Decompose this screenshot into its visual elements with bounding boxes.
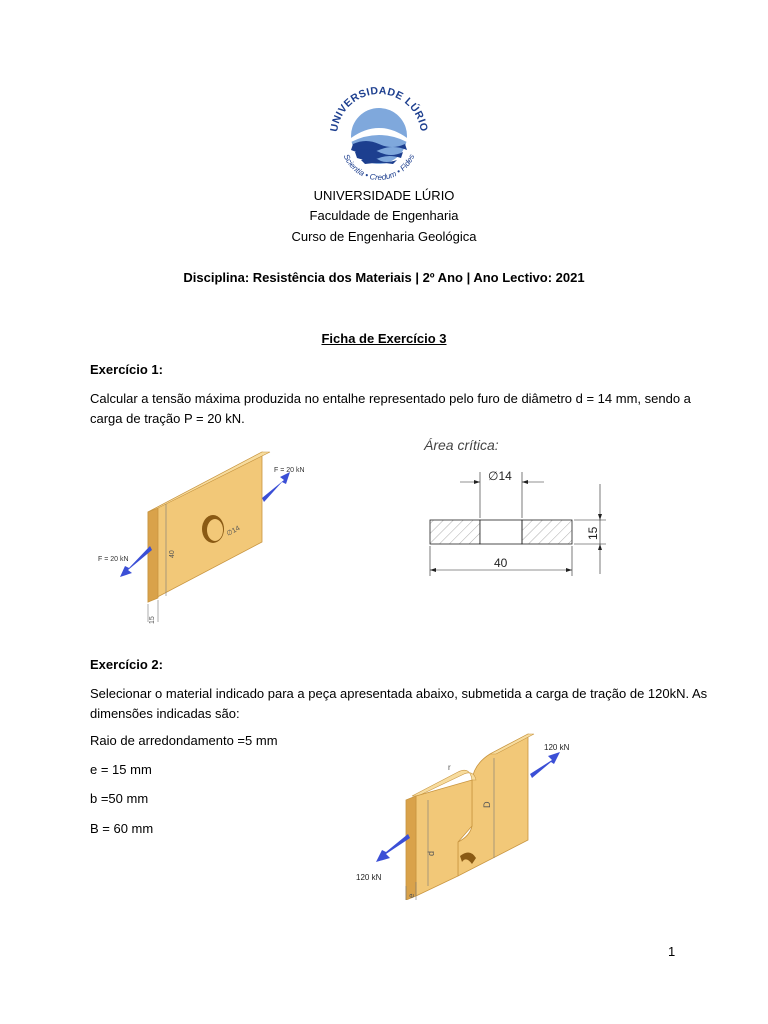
sheet-title: Ficha de Exercício 3 (321, 331, 447, 346)
logo-ring-text-bottom: Scientia • Credum • Fides (341, 152, 417, 183)
header-line1: UNIVERSIDADE LÚRIO (313, 188, 455, 203)
exercise1-text-line2: carga de tração P = 20 kN. (90, 411, 245, 426)
exercise1-plate-figure (92, 446, 322, 632)
section-left-part (430, 520, 480, 544)
label-force-top: F = 20 kN (274, 467, 305, 474)
header-line3: Curso de Engenharia Geológica (291, 229, 477, 244)
plate-side-face (148, 508, 158, 602)
exercise2-param: B = 60 mm (90, 821, 154, 836)
force-arrow-top (262, 472, 290, 502)
exercise1-heading: Exercício 1: (90, 362, 163, 377)
discipline-line: Disciplina: Resistência dos Materiais | 2º Ano | Ano Lectivo: 2021 (183, 270, 585, 285)
exercise2-stepped-bar-figure (348, 730, 588, 900)
section-dim-thickness: 15 (586, 526, 600, 540)
force-arrow-left (376, 834, 410, 862)
exercise1-text-line1: Calcular a tensão máxima produzida no entalhe representado pelo furo de diâmetro d = 14 mm, sendo a (90, 391, 691, 406)
logo-ring-text-top: UNIVERSIDADE LÚRIO (328, 84, 430, 133)
exercise2-param: Raio de arredondamento =5 mm (90, 733, 278, 748)
label-dim-e: e (407, 893, 416, 898)
university-logo (323, 82, 435, 190)
exercise2-text-line1: Selecionar o material indicado para a peça apresentada abaixo, submetida a carga de tração de 120kN. As (90, 686, 708, 701)
exercise2-param: b =50 mm (90, 791, 149, 806)
section-right-part (522, 520, 572, 544)
label-force-left: F = 20 kN (98, 556, 129, 563)
label-dim-thickness: 15 (149, 616, 156, 624)
exercise2-text-line2: dimensões indicadas são: (90, 706, 240, 721)
page-number: 1 (668, 944, 676, 959)
header-line2: Faculdade de Engenharia (309, 208, 459, 223)
section-dim-hole: ∅14 (488, 469, 512, 483)
label-dim-d: d (426, 850, 436, 856)
section-hole (480, 520, 522, 544)
section-dim-width: 40 (494, 556, 508, 570)
label-force-bottom: 120 kN (356, 873, 382, 882)
exercise2-heading: Exercício 2: (90, 657, 163, 672)
label-dim-r: r (448, 763, 451, 772)
label-dim-D: D (482, 801, 492, 808)
force-arrow-right (530, 752, 560, 778)
exercise2-param: e = 15 mm (90, 762, 152, 777)
label-force-top: 120 kN (544, 743, 570, 752)
bar-side-face (406, 796, 416, 900)
label-dim-hole: ∅14 (225, 525, 242, 538)
label-dim-height: 40 (169, 550, 176, 558)
exercise1-section-figure (424, 460, 614, 578)
critical-area-caption: Área crítica: (424, 437, 499, 453)
